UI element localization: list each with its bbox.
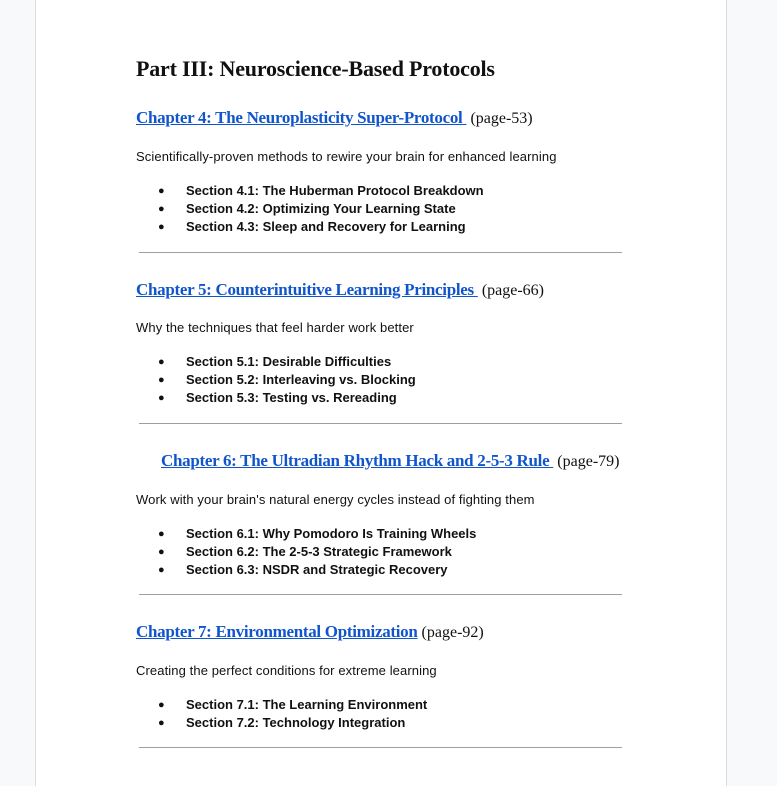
section-label: Section 5.2: Interleaving vs. Blocking: [186, 372, 416, 388]
bullet-icon: ●: [158, 699, 165, 711]
section-label: Section 7.2: Technology Integration: [186, 715, 406, 731]
bullet-icon: ●: [158, 546, 165, 559]
section-item: [156, 389, 416, 407]
section-item: [156, 696, 427, 714]
section-item: [156, 525, 476, 543]
section-label: Section 4.2: Optimizing Your Learning State: [186, 201, 456, 217]
bullet-icon: ●: [158, 717, 165, 730]
bullet-icon: ●: [158, 564, 165, 577]
chapter-4-link[interactable]: Chapter 4: The Neuroplasticity Super-Protocol: [136, 108, 467, 127]
section-label: Section 5.1: Desirable Difficulties: [186, 354, 392, 369]
section-item: [156, 200, 484, 218]
chapter-6-link[interactable]: Chapter 6: The Ultradian Rhythm Hack and 2-5-3 Rule: [161, 451, 554, 470]
chapter-5-link[interactable]: Chapter 5: Counterintuitive Learning Principles: [136, 280, 478, 299]
chapter-4-subtitle: Scientifically-proven methods to rewire your brain for enhanced learning: [136, 149, 557, 164]
chapter-6-heading: [161, 451, 619, 471]
chapter-7-section-list: [156, 696, 427, 732]
chapter-5-section-list: [156, 353, 416, 408]
chapter-6-section-list: [156, 525, 476, 580]
chapter-4-heading: [136, 108, 533, 128]
divider: [139, 594, 622, 595]
divider: [139, 747, 622, 748]
section-label: Section 4.3: Sleep and Recovery for Learning: [186, 219, 466, 235]
section-item: [156, 182, 484, 200]
bullet-icon: ●: [158, 392, 165, 405]
bullet-icon: ●: [158, 185, 165, 197]
section-label: Section 6.1: Why Pomodoro Is Training Wheels: [186, 526, 477, 541]
section-label: Section 5.3: Testing vs. Rereading: [186, 390, 397, 406]
section-item: [156, 543, 476, 561]
chapter-5-page-ref: (page-66): [481, 282, 544, 299]
chapter-6-page-ref: (page-79): [557, 453, 620, 470]
section-item: [156, 218, 484, 236]
section-label: Section 4.1: The Huberman Protocol Breakdown: [186, 183, 484, 198]
section-item: [156, 714, 427, 732]
chapter-5-subtitle: Why the techniques that feel harder work better: [136, 320, 414, 335]
chapter-7-page-ref: (page-92): [421, 624, 484, 641]
document-page: [35, 0, 727, 786]
bullet-icon: ●: [158, 374, 165, 387]
part-title: Part III: Neuroscience-Based Protocols: [136, 56, 495, 81]
chapter-4-section-list: [156, 182, 484, 237]
bullet-icon: ●: [158, 356, 165, 368]
chapter-5-heading: [136, 280, 544, 300]
chapter-7-link[interactable]: Chapter 7: Environmental Optimization: [136, 622, 418, 641]
chapter-4-page-ref: (page-53): [470, 110, 533, 127]
section-label: Section 7.1: The Learning Environment: [186, 697, 428, 712]
section-item: [156, 561, 476, 579]
chapter-7-subtitle: Creating the perfect conditions for extreme learning: [136, 663, 437, 678]
section-label: Section 6.3: NSDR and Strategic Recovery: [186, 562, 448, 578]
divider: [139, 423, 622, 424]
chapter-6-subtitle: Work with your brain's natural energy cycles instead of fighting them: [136, 492, 535, 507]
divider: [139, 252, 622, 253]
section-item: [156, 371, 416, 389]
bullet-icon: ●: [158, 528, 165, 540]
section-label: Section 6.2: The 2-5-3 Strategic Framework: [186, 544, 452, 560]
chapter-7-heading: [136, 622, 484, 642]
section-item: [156, 353, 416, 371]
bullet-icon: ●: [158, 221, 165, 234]
bullet-icon: ●: [158, 203, 165, 216]
